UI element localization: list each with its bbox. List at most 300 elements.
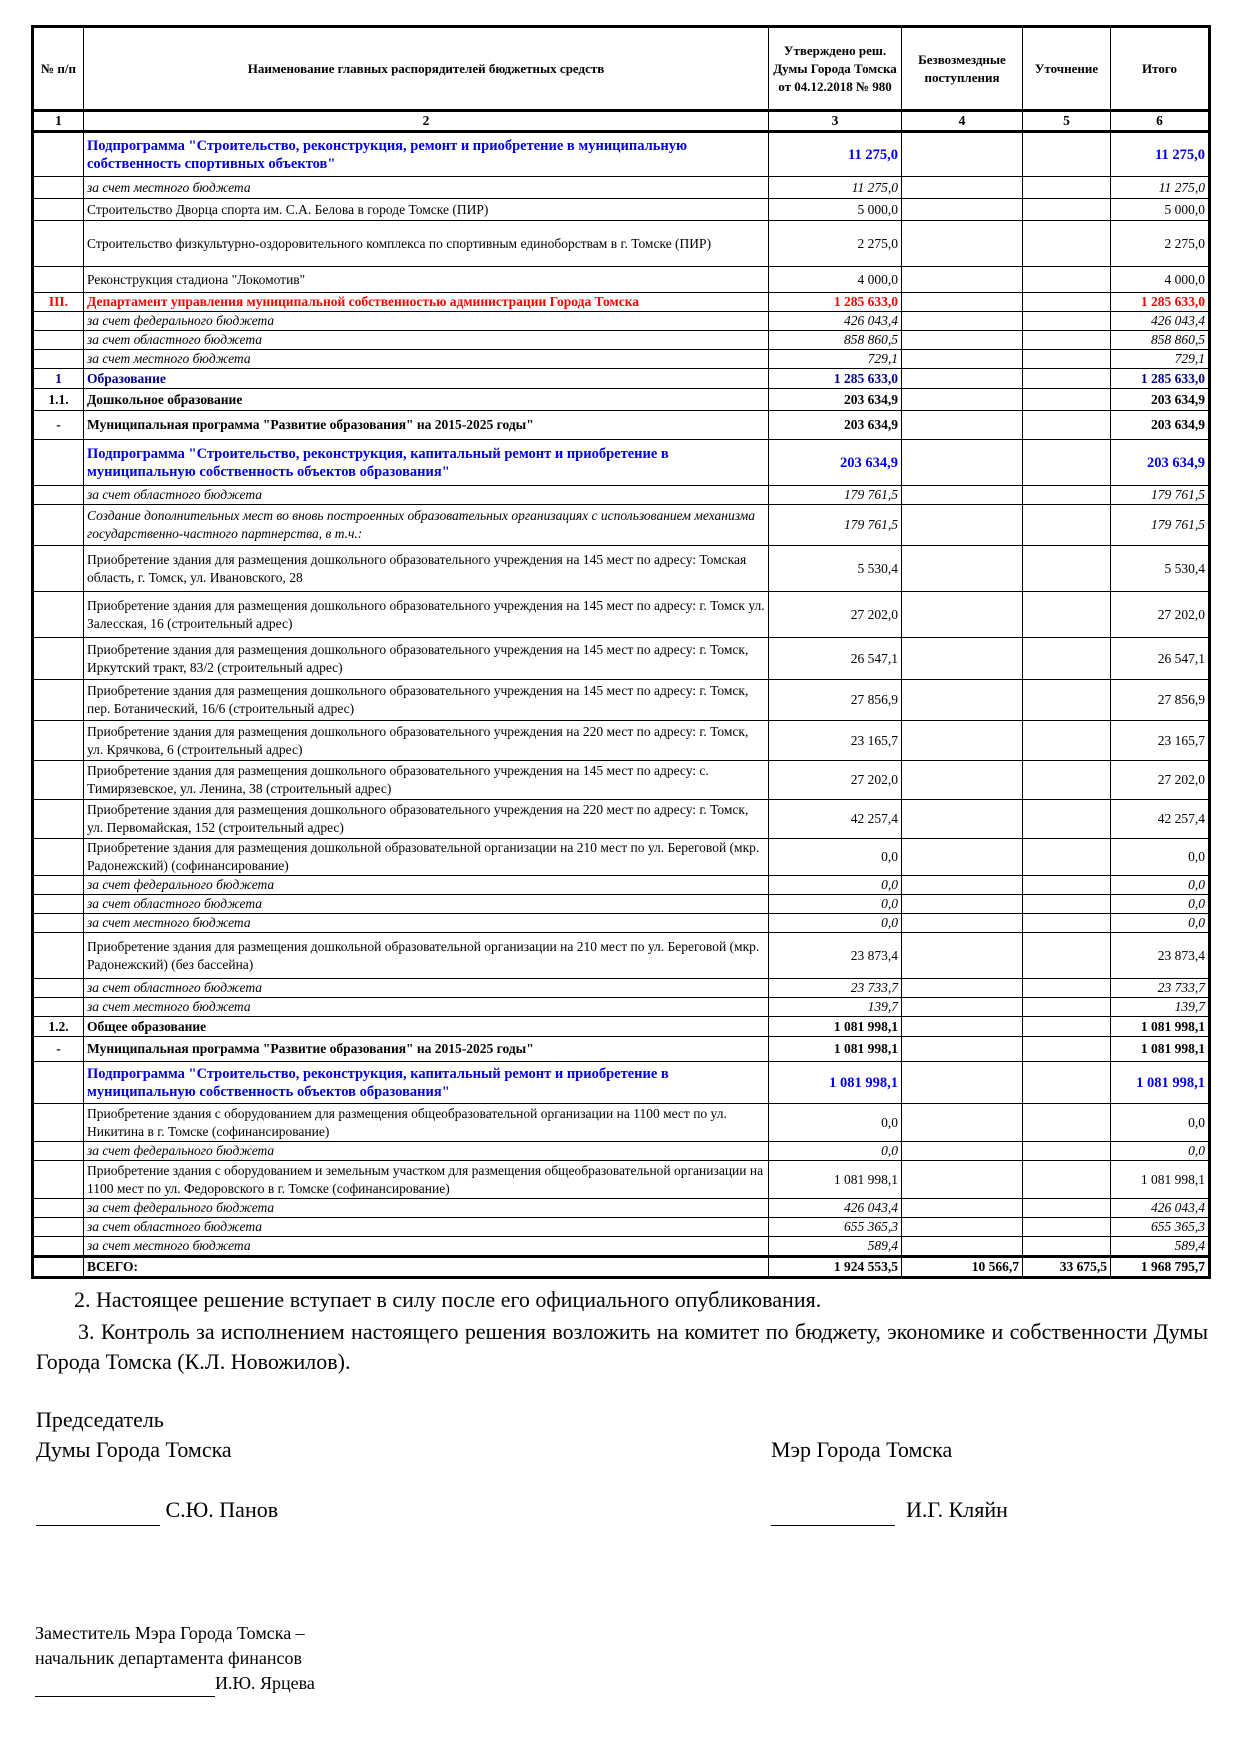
approved-value: 1 285 633,0	[769, 293, 902, 312]
grants-value	[902, 1161, 1023, 1199]
row-number: 1	[33, 369, 84, 389]
total-value: 5 000,0	[1111, 199, 1210, 221]
total-value: 1 968 795,7	[1111, 1257, 1210, 1278]
approved-value: 42 257,4	[769, 800, 902, 839]
column-number: 2	[84, 111, 769, 132]
total-value: 2 275,0	[1111, 221, 1210, 267]
row-number	[33, 1062, 84, 1104]
row-number	[33, 350, 84, 369]
grants-value	[902, 1237, 1023, 1257]
adjustment-value	[1023, 721, 1111, 761]
row-number: III.	[33, 293, 84, 312]
grants-value	[902, 221, 1023, 267]
table-row	[33, 933, 1210, 979]
adjustment-value	[1023, 177, 1111, 199]
approved-value: 27 202,0	[769, 761, 902, 800]
grants-value	[902, 486, 1023, 505]
row-name: Реконструкция стадиона "Локомотив"	[84, 267, 769, 293]
row-name: Приобретение здания для размещения дошкольного образовательного учреждения на 145 мест по адресу: с. Тимирязевское, ул. Ленина, 38 (строительный адрес)	[84, 761, 769, 800]
total-value: 42 257,4	[1111, 800, 1210, 839]
chair-title-line2: Думы Города Томска	[36, 1437, 232, 1462]
row-number	[33, 1257, 84, 1278]
row-name: Общее образование	[84, 1017, 769, 1037]
grants-value	[902, 592, 1023, 638]
adjustment-value	[1023, 546, 1111, 592]
row-name: за счет областного бюджета	[84, 1218, 769, 1237]
table-header-row	[33, 27, 1210, 111]
total-value: 0,0	[1111, 839, 1210, 876]
total-value: 0,0	[1111, 914, 1210, 933]
adjustment-value	[1023, 1037, 1111, 1062]
approved-value: 1 081 998,1	[769, 1062, 902, 1104]
grants-value	[902, 1017, 1023, 1037]
approved-value: 5 000,0	[769, 199, 902, 221]
grants-value	[902, 1062, 1023, 1104]
mayor-signature	[771, 1495, 1208, 1526]
row-number	[33, 933, 84, 979]
row-name: Муниципальная программа "Развитие образования" на 2015-2025 годы"	[84, 1037, 769, 1062]
adjustment-value	[1023, 221, 1111, 267]
row-name: за счет местного бюджета	[84, 1237, 769, 1257]
adjustment-value	[1023, 1104, 1111, 1142]
table-row	[33, 914, 1210, 933]
column-number-row	[33, 111, 1210, 132]
row-number	[33, 1142, 84, 1161]
approved-value: 1 081 998,1	[769, 1017, 902, 1037]
adjustment-value	[1023, 1062, 1111, 1104]
approved-value: 139,7	[769, 998, 902, 1017]
chair-title-line1: Председатель	[36, 1407, 164, 1432]
adjustment-value	[1023, 895, 1111, 914]
row-name: Приобретение здания для размещения дошкольного образовательного учреждения на 145 мест по адресу: г. Томск ул. Залесская, 16 (строительный адрес)	[84, 592, 769, 638]
deputy-title-line1: Заместитель Мэра Города Томска –	[35, 1623, 305, 1643]
row-name: Дошкольное образование	[84, 389, 769, 411]
chair-signature	[36, 1495, 771, 1526]
document-page	[31, 25, 1208, 1697]
total-value: 1 081 998,1	[1111, 1161, 1210, 1199]
row-number: -	[33, 1037, 84, 1062]
approved-value: 179 761,5	[769, 486, 902, 505]
adjustment-value	[1023, 132, 1111, 177]
total-value: 203 634,9	[1111, 411, 1210, 440]
grants-value	[902, 505, 1023, 546]
table-row	[33, 440, 1210, 486]
total-value: 1 081 998,1	[1111, 1062, 1210, 1104]
table-row	[33, 1161, 1210, 1199]
row-number	[33, 876, 84, 895]
row-number	[33, 486, 84, 505]
total-value: 23 733,7	[1111, 979, 1210, 998]
row-number	[33, 440, 84, 486]
approved-value: 0,0	[769, 1104, 902, 1142]
approved-value: 0,0	[769, 839, 902, 876]
row-name: Приобретение здания с оборудованием для размещения общеобразовательной организации на 1100 мест по ул. Никитина в г. Томске (софинансирование)	[84, 1104, 769, 1142]
adjustment-value	[1023, 1199, 1111, 1218]
row-number	[33, 895, 84, 914]
row-name: Строительство Дворца спорта им. С.А. Белова в городе Томске (ПИР)	[84, 199, 769, 221]
row-name: Подпрограмма "Строительство, реконструкция, ремонт и приобретение в муниципальную собственность спортивных объектов"	[84, 132, 769, 177]
table-row	[33, 1142, 1210, 1161]
row-name: Подпрограмма "Строительство, реконструкция, капитальный ремонт и приобретение в муниципальную собственность объектов образования"	[84, 1062, 769, 1104]
adjustment-value	[1023, 350, 1111, 369]
table-row	[33, 177, 1210, 199]
table-row	[33, 721, 1210, 761]
table-row	[33, 876, 1210, 895]
row-number	[33, 800, 84, 839]
table-row	[33, 546, 1210, 592]
table-body	[33, 132, 1210, 1278]
adjustment-value	[1023, 411, 1111, 440]
adjustment-value	[1023, 592, 1111, 638]
header-total: Итого	[1111, 27, 1210, 111]
deputy-name: И.Ю. Ярцева	[215, 1673, 315, 1693]
column-number: 4	[902, 111, 1023, 132]
paragraph-3: 3. Контроль за исполнением настоящего решения возложить на комитет по бюджету, экономике и собственности Думы Города Томска (К.Л. Новожилов).	[36, 1319, 1208, 1374]
adjustment-value	[1023, 839, 1111, 876]
adjustment-value	[1023, 914, 1111, 933]
total-value: 1 081 998,1	[1111, 1037, 1210, 1062]
grants-value	[902, 199, 1023, 221]
total-value: 27 202,0	[1111, 761, 1210, 800]
adjustment-value: 33 675,5	[1023, 1257, 1111, 1278]
row-name: Создание дополнительных мест во вновь построенных образовательных организациях с использованием механизма государственно-частного партнерства, в т.ч.:	[84, 505, 769, 546]
total-value: 139,7	[1111, 998, 1210, 1017]
row-name: за счет местного бюджета	[84, 350, 769, 369]
approved-value: 655 365,3	[769, 1218, 902, 1237]
row-name: за счет областного бюджета	[84, 895, 769, 914]
table-row	[33, 350, 1210, 369]
table-row	[33, 411, 1210, 440]
row-number	[33, 914, 84, 933]
total-value: 27 202,0	[1111, 592, 1210, 638]
grants-value	[902, 369, 1023, 389]
grants-value	[902, 1218, 1023, 1237]
row-name: Приобретение здания для размещения дошкольного образовательного учреждения на 145 мест по адресу: Томская область, г. Томск, ул. Ивановского, 28	[84, 546, 769, 592]
adjustment-value	[1023, 1161, 1111, 1199]
total-value: 426 043,4	[1111, 312, 1210, 331]
row-name: Подпрограмма "Строительство, реконструкция, капитальный ремонт и приобретение в муниципальную собственность объектов образования"	[84, 440, 769, 486]
table-row	[33, 895, 1210, 914]
grants-value	[902, 389, 1023, 411]
table-row	[33, 800, 1210, 839]
grants-value	[902, 312, 1023, 331]
row-name: Строительство физкультурно-оздоровительного комплекса по спортивным единоборствам в г. Томске (ПИР)	[84, 221, 769, 267]
total-value: 1 081 998,1	[1111, 1017, 1210, 1037]
row-name: ВСЕГО:	[84, 1257, 769, 1278]
row-number	[33, 998, 84, 1017]
adjustment-value	[1023, 293, 1111, 312]
approved-value: 23 165,7	[769, 721, 902, 761]
adjustment-value	[1023, 638, 1111, 680]
approved-value: 27 856,9	[769, 680, 902, 721]
table-row	[33, 132, 1210, 177]
approved-value: 0,0	[769, 895, 902, 914]
adjustment-value	[1023, 979, 1111, 998]
adjustment-value	[1023, 933, 1111, 979]
total-value: 5 530,4	[1111, 546, 1210, 592]
grants-value	[902, 638, 1023, 680]
row-number	[33, 1218, 84, 1237]
header-adjustment: Уточнение	[1023, 27, 1111, 111]
total-value: 11 275,0	[1111, 132, 1210, 177]
table-row	[33, 293, 1210, 312]
approved-value: 1 924 553,5	[769, 1257, 902, 1278]
grants-value	[902, 876, 1023, 895]
approved-value: 4 000,0	[769, 267, 902, 293]
row-number: -	[33, 411, 84, 440]
grants-value	[902, 1199, 1023, 1218]
row-name: Образование	[84, 369, 769, 389]
table-row	[33, 839, 1210, 876]
row-name: за счет областного бюджета	[84, 979, 769, 998]
header-grants: Безвозмездные поступления	[902, 27, 1023, 111]
table-row	[33, 998, 1210, 1017]
table-row	[33, 979, 1210, 998]
row-number	[33, 1161, 84, 1199]
approved-value: 0,0	[769, 914, 902, 933]
total-value: 179 761,5	[1111, 505, 1210, 546]
approved-value: 23 733,7	[769, 979, 902, 998]
row-number: 1.1.	[33, 389, 84, 411]
grants-value	[902, 721, 1023, 761]
row-number	[33, 721, 84, 761]
row-number	[33, 267, 84, 293]
approved-value: 203 634,9	[769, 389, 902, 411]
grants-value	[902, 1142, 1023, 1161]
deputy-block	[31, 1621, 1208, 1697]
mayor-name: И.Г. Кляйн	[906, 1497, 1008, 1522]
row-number	[33, 680, 84, 721]
total-value: 589,4	[1111, 1237, 1210, 1257]
deputy-signature	[35, 1671, 1208, 1697]
grants-value	[902, 839, 1023, 876]
deputy-title-line2: начальник департамента финансов	[35, 1648, 303, 1668]
row-name: Департамент управления муниципальной собственностью администрации Города Томска	[84, 293, 769, 312]
grants-value	[902, 546, 1023, 592]
table-row	[33, 369, 1210, 389]
adjustment-value	[1023, 312, 1111, 331]
column-number: 5	[1023, 111, 1111, 132]
row-name: Приобретение здания с оборудованием и земельным участком для размещения общеобразовательной организации на 1100 мест по ул. Федоровского в г. Томске (софинансирование)	[84, 1161, 769, 1199]
grants-value	[902, 1104, 1023, 1142]
total-value: 11 275,0	[1111, 177, 1210, 199]
approved-value: 2 275,0	[769, 221, 902, 267]
approved-value: 203 634,9	[769, 440, 902, 486]
grants-value	[902, 177, 1023, 199]
row-number	[33, 761, 84, 800]
grants-value	[902, 350, 1023, 369]
total-value: 1 285 633,0	[1111, 293, 1210, 312]
total-value: 0,0	[1111, 876, 1210, 895]
total-value: 0,0	[1111, 1104, 1210, 1142]
approved-value: 858 860,5	[769, 331, 902, 350]
budget-table	[31, 25, 1211, 1279]
signature-titles	[31, 1405, 1208, 1465]
adjustment-value	[1023, 505, 1111, 546]
row-name: Приобретение здания для размещения дошкольной образовательной организации на 210 мест по ул. Береговой (мкр. Радонежский) (без бассейна)	[84, 933, 769, 979]
approved-value: 1 081 998,1	[769, 1161, 902, 1199]
total-value: 203 634,9	[1111, 389, 1210, 411]
row-name: за счет местного бюджета	[84, 177, 769, 199]
total-value: 729,1	[1111, 350, 1210, 369]
total-value: 203 634,9	[1111, 440, 1210, 486]
row-number	[33, 177, 84, 199]
chair-title-block	[36, 1405, 771, 1465]
table-row	[33, 505, 1210, 546]
adjustment-value	[1023, 267, 1111, 293]
grants-value	[902, 267, 1023, 293]
row-number	[33, 199, 84, 221]
table-row	[33, 592, 1210, 638]
adjustment-value	[1023, 876, 1111, 895]
approved-value: 26 547,1	[769, 638, 902, 680]
header-name: Наименование главных распорядителей бюджетных средств	[84, 27, 769, 111]
column-number: 6	[1111, 111, 1210, 132]
table-row	[33, 1199, 1210, 1218]
adjustment-value	[1023, 1142, 1111, 1161]
adjustment-value	[1023, 486, 1111, 505]
adjustment-value	[1023, 761, 1111, 800]
approved-value: 1 081 998,1	[769, 1037, 902, 1062]
grants-value	[902, 914, 1023, 933]
row-name: за счет местного бюджета	[84, 998, 769, 1017]
grants-value	[902, 440, 1023, 486]
total-value: 23 873,4	[1111, 933, 1210, 979]
total-value: 179 761,5	[1111, 486, 1210, 505]
total-value: 858 860,5	[1111, 331, 1210, 350]
table-row	[33, 221, 1210, 267]
adjustment-value	[1023, 331, 1111, 350]
grants-value	[902, 761, 1023, 800]
approved-value: 179 761,5	[769, 505, 902, 546]
approved-value: 23 873,4	[769, 933, 902, 979]
row-name: за счет федерального бюджета	[84, 876, 769, 895]
adjustment-value	[1023, 369, 1111, 389]
row-number	[33, 1104, 84, 1142]
mayor-title-block	[771, 1405, 1208, 1465]
grants-value	[902, 998, 1023, 1017]
chair-name: С.Ю. Панов	[165, 1497, 279, 1522]
row-name: за счет местного бюджета	[84, 914, 769, 933]
approved-value: 11 275,0	[769, 132, 902, 177]
table-row	[33, 312, 1210, 331]
grants-value	[902, 132, 1023, 177]
column-number: 3	[769, 111, 902, 132]
approved-value: 1 285 633,0	[769, 369, 902, 389]
table-row	[33, 486, 1210, 505]
table-row	[33, 638, 1210, 680]
paragraph-2: 2. Настоящее решение вступает в силу после его официального опубликования.	[74, 1287, 822, 1312]
grants-value	[902, 800, 1023, 839]
total-value: 655 365,3	[1111, 1218, 1210, 1237]
table-row	[33, 1037, 1210, 1062]
table-row	[33, 331, 1210, 350]
approved-value: 0,0	[769, 1142, 902, 1161]
table-row	[33, 199, 1210, 221]
approved-value: 203 634,9	[769, 411, 902, 440]
row-number	[33, 221, 84, 267]
signature-line	[36, 1495, 160, 1526]
grants-value	[902, 979, 1023, 998]
total-value: 426 043,4	[1111, 1199, 1210, 1218]
table-row	[33, 389, 1210, 411]
grants-value	[902, 293, 1023, 312]
row-name: Приобретение здания для размещения дошкольной образовательной организации на 210 мест по ул. Береговой (мкр. Радонежский) (софинансирование)	[84, 839, 769, 876]
table-row	[33, 1218, 1210, 1237]
approved-value: 426 043,4	[769, 312, 902, 331]
row-name: за счет областного бюджета	[84, 486, 769, 505]
adjustment-value	[1023, 680, 1111, 721]
adjustment-value	[1023, 440, 1111, 486]
total-value: 27 856,9	[1111, 680, 1210, 721]
approved-value: 426 043,4	[769, 1199, 902, 1218]
row-number	[33, 839, 84, 876]
table-row	[33, 267, 1210, 293]
table-row	[33, 761, 1210, 800]
row-number	[33, 331, 84, 350]
total-value: 1 285 633,0	[1111, 369, 1210, 389]
row-number	[33, 505, 84, 546]
grants-value	[902, 411, 1023, 440]
signature-lines	[31, 1495, 1208, 1526]
row-name: Приобретение здания для размещения дошкольного образовательного учреждения на 145 мест по адресу: г. Томск, Иркутский тракт, 83/2 (строительный адрес)	[84, 638, 769, 680]
row-name: Приобретение здания для размещения дошкольного образовательного учреждения на 220 мест по адресу: г. Томск, ул. Первомайская, 152 (строительный адрес)	[84, 800, 769, 839]
row-name: за счет областного бюджета	[84, 331, 769, 350]
table-row	[33, 1017, 1210, 1037]
adjustment-value	[1023, 1218, 1111, 1237]
approved-value: 589,4	[769, 1237, 902, 1257]
header-approved: Утверждено реш. Думы Города Томска от 04.12.2018 № 980	[769, 27, 902, 111]
row-number	[33, 592, 84, 638]
mayor-title: Мэр Города Томска	[771, 1437, 953, 1462]
grants-value	[902, 680, 1023, 721]
approved-value: 27 202,0	[769, 592, 902, 638]
row-name: за счет федерального бюджета	[84, 1142, 769, 1161]
adjustment-value	[1023, 998, 1111, 1017]
adjustment-value	[1023, 1017, 1111, 1037]
adjustment-value	[1023, 199, 1111, 221]
table-row	[33, 1104, 1210, 1142]
total-value: 0,0	[1111, 1142, 1210, 1161]
total-value: 26 547,1	[1111, 638, 1210, 680]
row-number	[33, 132, 84, 177]
table-row	[33, 1062, 1210, 1104]
adjustment-value	[1023, 1237, 1111, 1257]
adjustment-value	[1023, 800, 1111, 839]
signature-line	[771, 1495, 895, 1526]
grants-value	[902, 1037, 1023, 1062]
adjustment-value	[1023, 389, 1111, 411]
signature-line	[35, 1671, 215, 1697]
total-value: 4 000,0	[1111, 267, 1210, 293]
table-row	[33, 1257, 1210, 1278]
table-row	[33, 1237, 1210, 1257]
grants-value	[902, 331, 1023, 350]
row-number: 1.2.	[33, 1017, 84, 1037]
row-number	[33, 1237, 84, 1257]
row-name: за счет федерального бюджета	[84, 312, 769, 331]
approved-value: 0,0	[769, 876, 902, 895]
header-number: № п/п	[33, 27, 84, 111]
approved-value: 5 530,4	[769, 546, 902, 592]
grants-value	[902, 933, 1023, 979]
row-name: за счет федерального бюджета	[84, 1199, 769, 1218]
grants-value: 10 566,7	[902, 1257, 1023, 1278]
column-number: 1	[33, 111, 84, 132]
total-value: 0,0	[1111, 895, 1210, 914]
approved-value: 11 275,0	[769, 177, 902, 199]
row-number	[33, 312, 84, 331]
